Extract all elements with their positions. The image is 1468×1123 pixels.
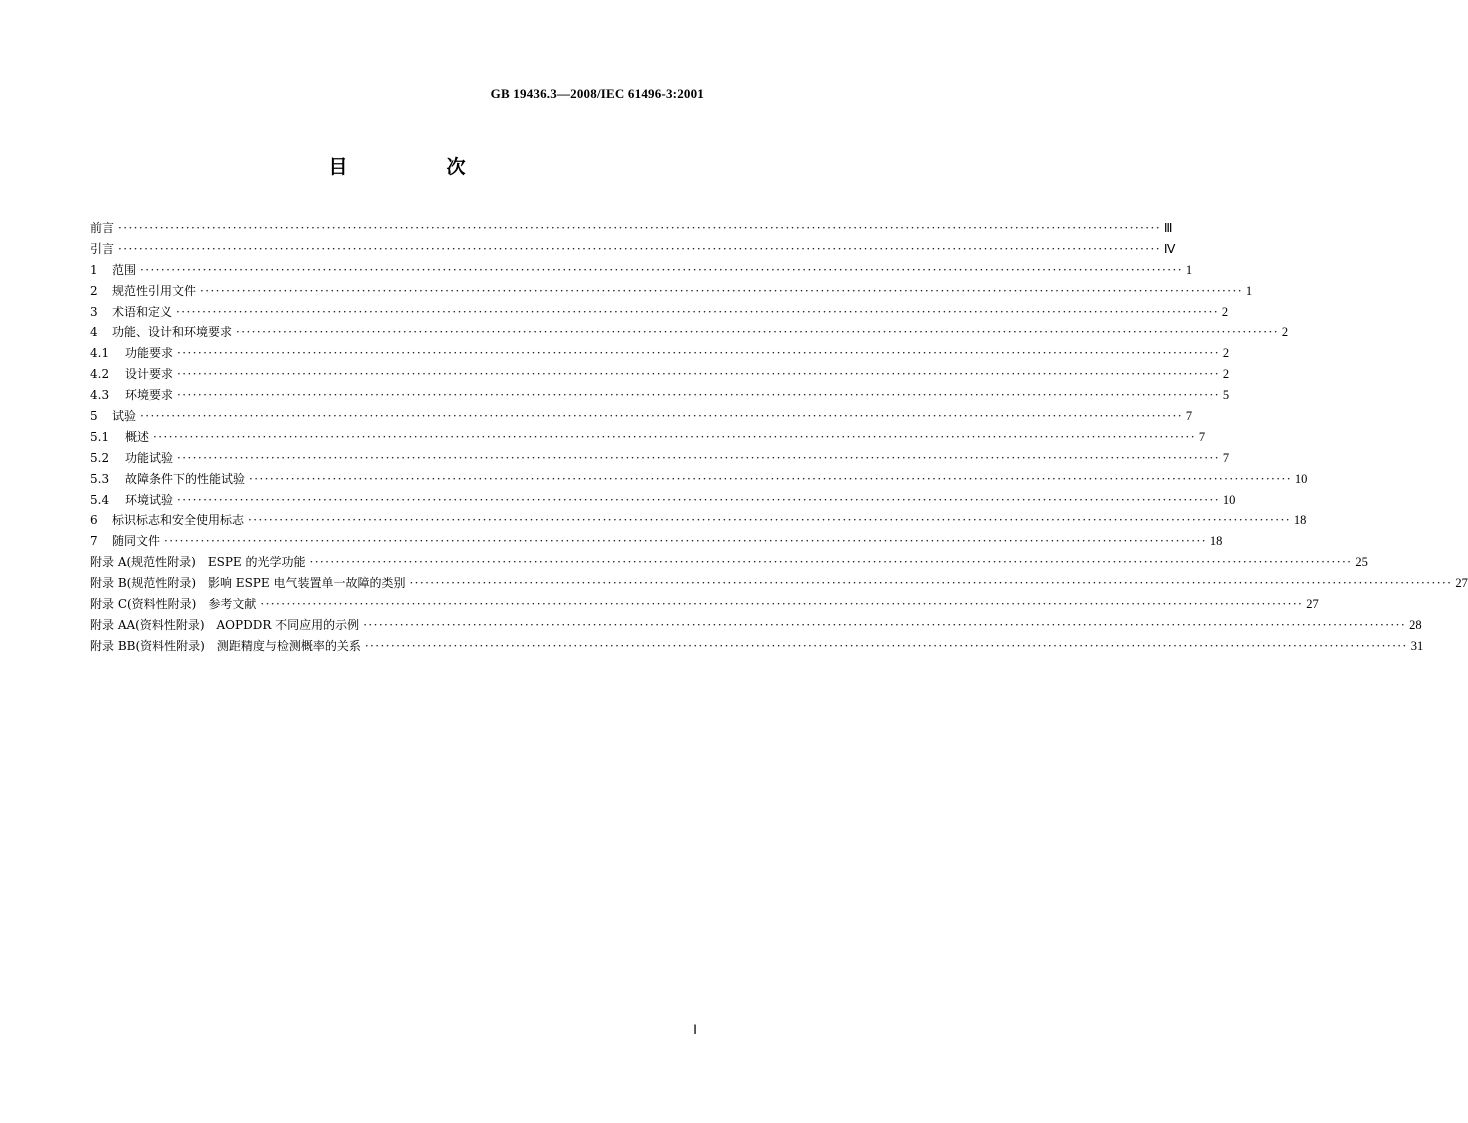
toc-entry-page: 27 [1455, 576, 1468, 591]
toc-entry-page: 2 [1281, 325, 1289, 340]
toc-entry-text: 随同文件 [112, 534, 161, 549]
toc-entry-page: 31 [1410, 638, 1424, 653]
toc-entry-number: 1 [90, 262, 98, 277]
toc-leader-dots: ········································································································································································································ [118, 241, 1161, 256]
toc-entry[interactable] [90, 448, 1230, 469]
toc-entry-number: 3 [90, 304, 98, 319]
toc-leader-dots: ········································································································································································································ [236, 325, 1279, 340]
toc-entry[interactable] [90, 552, 1368, 573]
toc-entry-text: 范围 [112, 262, 137, 277]
toc-entry[interactable] [90, 343, 1230, 364]
toc-entry[interactable] [90, 364, 1230, 385]
toc-entry-text: 概述 [125, 429, 150, 444]
toc-entry-label [90, 510, 244, 531]
toc-entry-label [90, 343, 173, 364]
toc-entry-label [90, 448, 173, 469]
toc-entry-label [90, 469, 245, 490]
toc-entry-page: 18 [1209, 534, 1223, 549]
toc-entry-label [90, 406, 136, 427]
toc-entry-label [90, 239, 114, 260]
page-title: 目 次 [328, 156, 506, 178]
toc-entry-text: 试验 [112, 409, 137, 424]
toc-entry-label [90, 364, 173, 385]
toc-entry-label [90, 302, 172, 323]
toc-entry-page: 7 [1222, 450, 1230, 465]
toc-entry[interactable] [90, 531, 1223, 552]
toc-entry-number: 4.1 [90, 346, 110, 361]
toc-leader-dots: ········································································································································································································ [140, 262, 1183, 277]
toc-leader-dots: ········································································································································································································ [309, 555, 1353, 570]
toc-entry[interactable] [90, 469, 1308, 490]
toc-leader-dots: ········································································································································································································ [177, 388, 1220, 403]
toc-entry-page: 2 [1222, 346, 1230, 361]
toc-entry-text: 标识标志和安全使用标志 [112, 513, 245, 528]
toc-entry-page: 1 [1245, 283, 1253, 298]
toc-entry-label [90, 594, 256, 615]
toc-leader-dots: ········································································································································································································ [177, 367, 1220, 382]
toc-entry-text: 附录 AA(资料性附录) AOPDDR 不同应用的示例 [90, 617, 360, 632]
toc-entry-number: 5.2 [90, 450, 110, 465]
toc-entry-number: 2 [90, 283, 98, 298]
toc-entry-page: 25 [1355, 555, 1368, 570]
toc-entry-text: 设计要求 [125, 367, 174, 382]
toc-entry[interactable] [90, 490, 1236, 511]
toc-entry-number: 5.4 [90, 492, 110, 507]
toc-leader-dots: ········································································································································································································ [177, 346, 1220, 361]
toc-entry-label [90, 427, 149, 448]
toc-entry-number: 4.2 [90, 367, 110, 382]
toc-entry[interactable] [90, 302, 1229, 323]
toc-entry-page: 2 [1222, 367, 1230, 382]
toc-entry[interactable] [90, 406, 1193, 427]
toc-entry[interactable] [90, 281, 1253, 302]
toc-entry-page: 27 [1306, 597, 1319, 612]
toc-entry-label [90, 531, 160, 552]
toc-leader-dots: ········································································································································································································ [140, 409, 1183, 424]
toc-leader-dots: ········································································································································································································ [248, 513, 1291, 528]
toc-entry-text: 术语和定义 [112, 304, 173, 319]
table-of-contents [90, 218, 1468, 657]
toc-entry-page: 7 [1198, 429, 1206, 444]
toc-entry-page: 28 [1409, 617, 1422, 632]
toc-leader-dots: ········································································································································································································ [176, 304, 1219, 319]
toc-leader-dots: ········································································································································································································ [363, 617, 1407, 632]
toc-entry-text: 功能要求 [125, 346, 174, 361]
toc-entry[interactable] [90, 260, 1193, 281]
toc-entry-number: 6 [90, 513, 98, 528]
toc-entry-page: 10 [1294, 471, 1308, 486]
toc-entry[interactable] [90, 510, 1307, 531]
toc-entry-text: 功能、设计和环境要求 [112, 325, 233, 340]
toc-entry-page: 7 [1185, 409, 1193, 424]
toc-entry-number: 7 [90, 534, 98, 549]
toc-entry-page: 10 [1222, 492, 1236, 507]
toc-entry-page: 2 [1221, 304, 1229, 319]
toc-entry-text: 附录 C(资料性附录) 参考文献 [90, 597, 257, 612]
toc-entry[interactable] [90, 615, 1422, 636]
toc-leader-dots: ········································································································································································································ [177, 450, 1220, 465]
toc-entry-text: 功能试验 [125, 450, 174, 465]
toc-entry-label [90, 615, 359, 636]
page-number: Ⅰ [693, 1022, 697, 1037]
toc-entry[interactable] [90, 218, 1173, 239]
toc-leader-dots: ········································································································································································································ [364, 638, 1408, 653]
standard-number-header: GB 19436.3—2008/IEC 61496-3:2001 [490, 86, 704, 101]
toc-entry-page: 18 [1293, 513, 1307, 528]
toc-entry-label [90, 573, 405, 594]
toc-entry-text: 附录 B(规范性附录) 影响 ESPE 电气装置单一故障的类别 [90, 576, 406, 591]
toc-entry-number: 5.1 [90, 429, 110, 444]
toc-entry-label [90, 322, 232, 343]
toc-entry-number: 4 [90, 325, 98, 340]
toc-entry[interactable] [90, 427, 1206, 448]
toc-leader-dots: ········································································································································································································ [153, 429, 1196, 444]
toc-entry-label [90, 218, 114, 239]
toc-entry-page: 1 [1185, 262, 1193, 277]
toc-entry-page: 5 [1222, 388, 1230, 403]
toc-leader-dots: ········································································································································································································ [260, 597, 1304, 612]
toc-entry[interactable] [90, 322, 1289, 343]
toc-leader-dots: ········································································································································································································ [409, 576, 1453, 591]
toc-leader-dots: ········································································································································································································ [200, 283, 1243, 298]
toc-entry[interactable] [90, 385, 1230, 406]
toc-entry-label [90, 552, 305, 573]
toc-leader-dots: ········································································································································································································ [164, 534, 1207, 549]
toc-entry-text: 规范性引用文件 [112, 283, 197, 298]
toc-entry-text: 引言 [90, 241, 115, 256]
toc-leader-dots: ········································································································································································································ [118, 221, 1161, 235]
toc-entry-text: 环境要求 [125, 388, 174, 403]
toc-entry-page: Ⅲ [1163, 221, 1173, 235]
toc-entry-page: Ⅳ [1163, 241, 1176, 256]
toc-entry[interactable] [90, 636, 1424, 657]
toc-leader-dots: ········································································································································································································ [249, 471, 1292, 486]
toc-entry-text: 前言 [90, 221, 115, 235]
toc-entry-text: 环境试验 [125, 492, 174, 507]
toc-entry-label [90, 636, 361, 657]
toc-entry-text: 故障条件下的性能试验 [125, 471, 246, 486]
toc-entry-label [90, 490, 173, 511]
toc-leader-dots: ········································································································································································································ [177, 492, 1220, 507]
toc-entry-label [90, 281, 196, 302]
toc-entry-text: 附录 A(规范性附录) ESPE 的光学功能 [90, 555, 306, 570]
toc-entry[interactable] [90, 594, 1319, 615]
toc-entry[interactable] [90, 573, 1468, 594]
toc-entry-number: 4.3 [90, 388, 110, 403]
toc-entry-number: 5 [90, 409, 98, 424]
toc-entry-text: 附录 BB(资料性附录) 测距精度与检测概率的关系 [90, 638, 361, 653]
toc-entry-number: 5.3 [90, 471, 110, 486]
toc-entry[interactable] [90, 239, 1176, 260]
toc-entry-label [90, 260, 136, 281]
toc-entry-label [90, 385, 173, 406]
